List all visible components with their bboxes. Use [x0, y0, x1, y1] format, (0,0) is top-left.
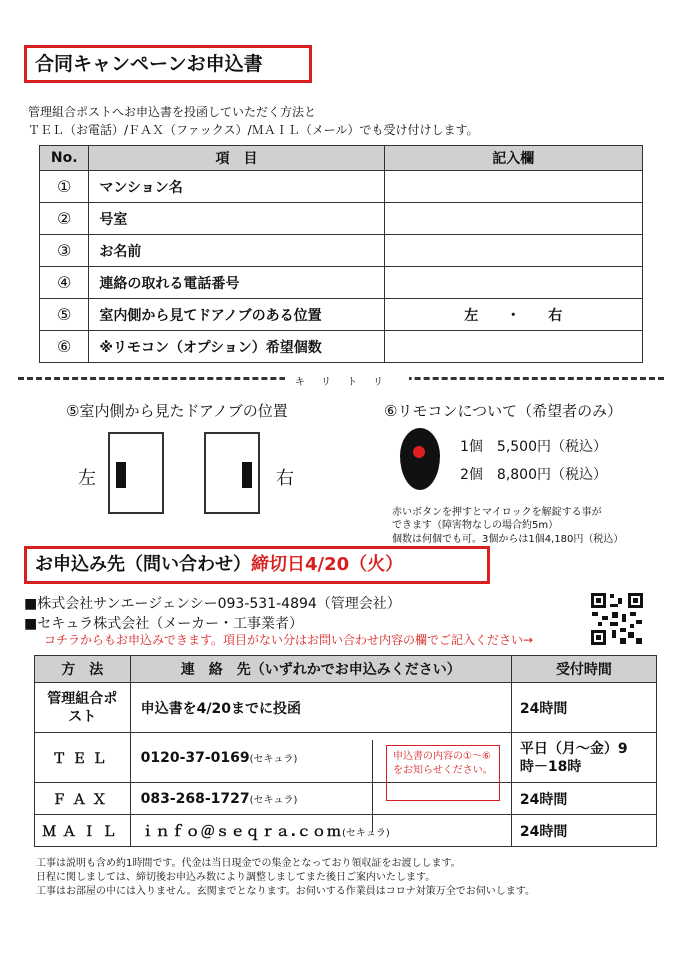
table-row	[40, 299, 643, 331]
row-item: 号室	[89, 203, 384, 235]
remote-control-icon	[400, 428, 440, 490]
col-header-no: No.	[40, 146, 89, 171]
method-tel: ＴＥＬ	[35, 733, 131, 783]
door-right-label: 右	[276, 468, 294, 489]
hours-mail: 24時間	[511, 815, 656, 847]
row-item: マンション名	[89, 171, 384, 203]
contact-heading: お申込み先（問い合わせ）	[35, 554, 251, 575]
contact-mail[interactable]	[130, 815, 511, 847]
remote-note-3: 個数は何個でも可。3個からは1個4,180円（税込）	[392, 534, 624, 545]
row-number: ③	[40, 235, 89, 267]
qr-code-icon[interactable]	[590, 592, 644, 646]
deadline-date: 締切日4/20（火）	[251, 554, 404, 575]
row-number: ②	[40, 203, 89, 235]
row-number: ⑥	[40, 331, 89, 363]
entry-field-room[interactable]	[384, 203, 642, 235]
door-left-label: 左	[78, 468, 96, 489]
application-form-table	[39, 145, 643, 363]
hours-tel: 平日（月～金）9時－18時	[511, 733, 656, 783]
fax-number[interactable]: 083-268-1727	[140, 790, 250, 807]
method-post: 管理組合ポスト	[35, 683, 131, 733]
inform-box: 申込書の内容の①～⑥をお知らせください。	[386, 745, 500, 801]
qr-note: コチラからもお申込みできます。項目がない分はお問い合わせ内容の欄でご記入ください→	[44, 633, 534, 647]
method-fax: ＦＡＸ	[35, 783, 131, 815]
tel-note: (セキュラ)	[249, 753, 298, 765]
method-mail: ＭＡＩＬ	[35, 815, 131, 847]
row-number: ④	[40, 267, 89, 299]
entry-field-door-side[interactable]: 左 ・ 右	[384, 299, 642, 331]
intro-line-1: 管理組合ポストへお申込書を投函していただく方法と	[28, 105, 317, 119]
table-row	[35, 783, 657, 815]
page-title: 合同キャンペーンお申込書	[24, 45, 312, 83]
remote-note-1: 赤いボタンを押すとマイロックを解錠する事が	[392, 507, 602, 518]
footer-line-3: 工事はお部屋の中には入りません。玄関までとなります。お伺いする作業員はコロナ対策万全でお伺いします。	[36, 886, 535, 897]
deadline-title	[24, 546, 490, 584]
row-item: お名前	[89, 235, 384, 267]
table-row	[40, 267, 643, 299]
mail-address[interactable]: ｉｎｆｏ＠ｓｅｑｒａ.ｃｏｍ	[140, 823, 342, 840]
door-icon	[204, 432, 260, 514]
entry-field-name[interactable]	[384, 235, 642, 267]
door-knob-right	[242, 462, 252, 488]
mail-note: (セキュラ)	[341, 827, 390, 839]
bracket-divider	[372, 740, 379, 832]
door-knob-left	[116, 462, 126, 488]
table-row	[40, 331, 643, 363]
cut-label: キリトリ	[285, 373, 409, 388]
entry-field-mansion[interactable]	[384, 171, 642, 203]
contact-table	[34, 655, 657, 847]
table-row	[40, 171, 643, 203]
row-item: ※リモコン（オプション）希望個数	[89, 331, 384, 363]
row-number: ⑤	[40, 299, 89, 331]
row-item: 室内側から見てドアノブのある位置	[89, 299, 384, 331]
tel-number[interactable]: 0120-37-0169	[140, 749, 250, 766]
company-seqra: ■セキュラ株式会社（メーカー・工事業者）	[24, 616, 303, 632]
remote-note-2: できます（障害物なしの場合約5m）	[392, 520, 559, 531]
footer-line-1: 工事は説明も含め約1時間です。代金は当日現金での集金となっており領収証をお渡しします。	[36, 858, 461, 869]
entry-field-remote-count[interactable]	[384, 331, 642, 363]
door-section-title: ⑤室内側から見たドアノブの位置	[66, 402, 288, 420]
contact-post: 申込書を4/20までに投函	[130, 683, 511, 733]
intro-line-2: ＴＥＬ（お電話）/ＦＡＸ（ファックス）/ＭＡＩＬ（メール）でも受け付けします。	[28, 123, 479, 137]
remote-red-button	[413, 446, 425, 458]
col-header-item: 項 目	[89, 146, 384, 171]
col-header-method: 方 法	[35, 656, 131, 683]
hours-post: 24時間	[511, 683, 656, 733]
door-icon	[108, 432, 164, 514]
company-sun-agency: ■株式会社サンエージェンシー093-531-4894（管理会社）	[24, 596, 401, 612]
hours-fax: 24時間	[511, 783, 656, 815]
price-two: 2個 8,800円（税込）	[460, 467, 607, 483]
entry-field-phone[interactable]	[384, 267, 642, 299]
table-row	[40, 203, 643, 235]
footer-line-2: 日程に関しましては、締切後お申込み数により調整しましてまた後日ご案内いたします。	[36, 872, 436, 883]
remote-section-title: ⑥リモコンについて（希望者のみ）	[384, 402, 623, 420]
col-header-entry: 記入欄	[384, 146, 642, 171]
table-row	[35, 683, 657, 733]
row-item: 連絡の取れる電話番号	[89, 267, 384, 299]
price-one: 1個 5,500円（税込）	[460, 439, 607, 455]
table-row	[35, 815, 657, 847]
table-row	[40, 235, 643, 267]
col-header-hours: 受付時間	[511, 656, 656, 683]
col-header-contact: 連 絡 先（いずれかでお申込みください）	[130, 656, 511, 683]
row-number: ①	[40, 171, 89, 203]
fax-note: (セキュラ)	[249, 794, 298, 806]
table-row	[35, 733, 657, 783]
